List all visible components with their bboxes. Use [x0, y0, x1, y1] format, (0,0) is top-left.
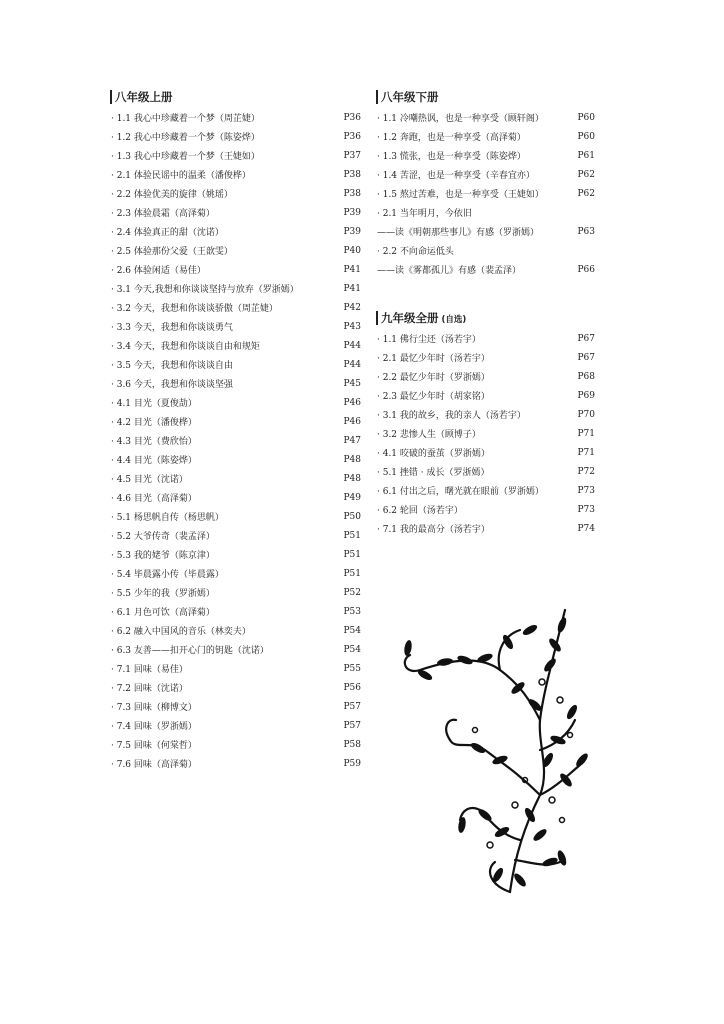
heading-text: 九年级全册: [381, 311, 439, 325]
section-heading-grade8-vol2: 八年级下册: [376, 90, 595, 104]
toc-entry: [111, 488, 361, 507]
toc-entry-title: · 3.3 今天，我想和你谈谈勇气: [111, 323, 233, 333]
toc-entry-title: · 7.6 回味（高泽菊）: [111, 760, 197, 770]
toc-entry: [111, 412, 361, 431]
toc-entry-page: P68: [577, 371, 595, 382]
toc-entry: [377, 386, 595, 405]
toc-entry-page: P60: [577, 112, 595, 123]
section-heading-grade9: [376, 311, 595, 325]
toc-entry-page: P44: [343, 359, 361, 370]
toc-entry: [377, 184, 595, 203]
toc-entry-page: P53: [343, 606, 361, 617]
toc-entry-page: P51: [343, 549, 361, 560]
toc-entry-title: · 1.1 冷嘲热讽，也是一种享受（顾轩阁）: [377, 114, 544, 124]
toc-entry: [111, 336, 361, 355]
toc-entry: [377, 500, 595, 519]
toc-entry: [377, 481, 595, 500]
toc-entry: [111, 678, 361, 697]
toc-column-left: [111, 90, 361, 773]
toc-entry-page: P62: [577, 188, 595, 199]
toc-entry: [111, 583, 361, 602]
toc-entry-page: P71: [577, 447, 595, 458]
toc-entry: [111, 222, 361, 241]
toc-entry-page: P41: [343, 264, 361, 275]
toc-entry-page: P39: [343, 226, 361, 237]
toc-entry-title: · 2.3 体验晨霜（高泽菊）: [111, 209, 215, 219]
toc-entry: [377, 241, 595, 260]
toc-entry: [111, 507, 361, 526]
toc-entry-page: P67: [577, 352, 595, 363]
toc-entry-title: · 4.5 目光（沈诺）: [111, 475, 188, 485]
toc-entry: [111, 469, 361, 488]
toc-entry-page: P73: [577, 485, 595, 496]
toc-column-right: [377, 90, 595, 538]
toc-entry-page: P44: [343, 340, 361, 351]
toc-entry: [111, 146, 361, 165]
toc-entry-title: · 2.1 最忆少年时（汤若宇）: [377, 354, 490, 364]
toc-entry: [111, 640, 361, 659]
toc-entry-title: · 4.1 咬破的蚕茧（罗浙嫣）: [377, 449, 490, 459]
toc-entry: [377, 519, 595, 538]
toc-entry: [111, 659, 361, 678]
toc-entry: [111, 298, 361, 317]
toc-entry-page: P67: [577, 333, 595, 344]
toc-entry-title: · 6.3 友善——扣开心门的钥匙（沈诺）: [111, 646, 269, 656]
toc-entry: [111, 697, 361, 716]
toc-entry-page: P51: [343, 530, 361, 541]
toc-entry-title: · 3.4 今天，我想和你谈谈自由和规矩: [111, 342, 260, 352]
toc-entry: [377, 222, 595, 241]
section-grade9: [377, 311, 595, 538]
toc-entry-title: · 4.6 目光（高泽菊）: [111, 494, 197, 504]
toc-entry: [377, 329, 595, 348]
toc-entry: [111, 564, 361, 583]
toc-entry-title: · 1.2 我心中珍藏着一个梦（陈姿烨）: [111, 133, 260, 143]
toc-entry-page: P61: [577, 150, 595, 161]
toc-entry-page: P48: [343, 454, 361, 465]
toc-entry-page: P50: [343, 511, 361, 522]
toc-entry-title: · 3.1 我的故乡，我的亲人（汤若宇）: [377, 411, 526, 421]
toc-entry-page: P41: [343, 283, 361, 294]
toc-entry-title: · 6.1 月色可饮（高泽菊）: [111, 608, 215, 618]
toc-entry-page: P73: [577, 504, 595, 515]
toc-entry: [111, 317, 361, 336]
toc-entry: [111, 108, 361, 127]
toc-entry-page: P70: [577, 409, 595, 420]
toc-entry-title: · 2.2 不向命运低头: [377, 247, 454, 257]
toc-entry: [111, 184, 361, 203]
toc-entry: [377, 405, 595, 424]
toc-entry-page: P54: [343, 625, 361, 636]
toc-entry-page: P51: [343, 568, 361, 579]
toc-entry-page: P47: [343, 435, 361, 446]
toc-entry: [377, 424, 595, 443]
toc-entry-title: · 2.6 体验闲适（易佳）: [111, 266, 206, 276]
toc-entry-page: P55: [343, 663, 361, 674]
toc-entry: [111, 602, 361, 621]
toc-entry: [111, 279, 361, 298]
toc-entry-title: · 7.2 回味（沈诺）: [111, 684, 188, 694]
toc-entry-title: · 6.2 融入中国风的音乐（林奕夫）: [111, 627, 251, 637]
toc-entry-title: ——读《明朝那些事儿》有感（罗浙嫣）: [377, 228, 540, 238]
toc-entry-title: · 5.4 毕晨露小传（毕晨露）: [111, 570, 224, 580]
toc-entry-page: P58: [343, 739, 361, 750]
toc-entry-title: · 5.2 大爷传奇（裴孟泽）: [111, 532, 215, 542]
toc-entry: [377, 260, 595, 279]
toc-entry-title: · 1.5 熬过苦难，也是一种享受（王婕如）: [377, 190, 544, 200]
toc-entry-page: P36: [343, 112, 361, 123]
toc-entry-title: · 7.5 回味（何棠哲）: [111, 741, 197, 751]
toc-entry-title: · 3.6 今天，我想和你谈谈坚强: [111, 380, 233, 390]
toc-entry: [111, 203, 361, 222]
toc-entry-page: P36: [343, 131, 361, 142]
toc-entry-title: · 5.1 挫错 · 成长（罗浙嫣）: [377, 468, 490, 478]
toc-entry-title: · 4.1 目光（夏俊劼）: [111, 399, 197, 409]
toc-entry-title: · 2.2 体验优美的旋律（姚瑶）: [111, 190, 233, 200]
toc-entry-title: · 3.5 今天，我想和你谈谈自由: [111, 361, 233, 371]
toc-entry-title: · 7.1 回味（易佳）: [111, 665, 188, 675]
toc-entry-title: ——读《雾都孤儿》有感（裴孟泽）: [377, 266, 522, 276]
toc-entry: [377, 348, 595, 367]
toc-entry-page: P66: [577, 264, 595, 275]
toc-entry: [111, 621, 361, 640]
toc-entry-title: · 3.2 今天，我想和你谈谈骄傲（周芷婕）: [111, 304, 278, 314]
toc-entry-page: P38: [343, 188, 361, 199]
toc-entry-title: · 1.4 苦涩，也是一种享受（辛春宜亦）: [377, 171, 535, 181]
toc-entry: [111, 716, 361, 735]
toc-entry-page: P46: [343, 416, 361, 427]
toc-entry: [377, 462, 595, 481]
toc-entry-page: P69: [577, 390, 595, 401]
toc-entry-page: P40: [343, 245, 361, 256]
toc-entry-page: P74: [577, 523, 595, 534]
toc-entry-page: P38: [343, 169, 361, 180]
toc-entry-title: · 5.3 我的姥爷（陈京津）: [111, 551, 215, 561]
toc-entry-title: · 1.3 慌张，也是一种享受（陈姿烨）: [377, 152, 526, 162]
toc-entry-title: · 3.2 悲惨人生（顾博子）: [377, 430, 481, 440]
toc-entry: [377, 367, 595, 386]
toc-entry-title: · 1.2 奔跑，也是一种享受（高泽菊）: [377, 133, 526, 143]
toc-entry-title: · 2.5 体验那份父爱（王歆雯）: [111, 247, 233, 257]
toc-entry-title: · 6.2 轮回（汤若宇）: [377, 506, 463, 516]
toc-entry-title: · 1.3 我心中珍藏着一个梦（王婕如）: [111, 152, 260, 162]
toc-entry-page: P72: [577, 466, 595, 477]
toc-entry-title: · 4.4 目光（陈姿烨）: [111, 456, 197, 466]
toc-entry-page: P57: [343, 720, 361, 731]
toc-entry-page: P37: [343, 150, 361, 161]
toc-entry: [111, 545, 361, 564]
toc-entry-title: · 5.5 少年的我（罗浙嫣）: [111, 589, 215, 599]
toc-entry: [111, 393, 361, 412]
toc-entry: [111, 735, 361, 754]
toc-entry-page: P39: [343, 207, 361, 218]
toc-entry-page: P42: [343, 302, 361, 313]
toc-entry: [111, 355, 361, 374]
toc-entry-title: · 1.1 我心中珍藏着一个梦（周芷婕）: [111, 114, 260, 124]
toc-entry: [111, 526, 361, 545]
decorative-vine-illustration: [390, 600, 590, 895]
toc-entry: [377, 443, 595, 462]
toc-entry-page: P59: [343, 758, 361, 769]
toc-entry: [111, 241, 361, 260]
toc-entry-title: · 1.1 佛行尘还（汤若宇）: [377, 335, 481, 345]
toc-entry-page: P63: [577, 226, 595, 237]
toc-entry: [111, 260, 361, 279]
toc-entry-title: · 7.3 回味（柳博文）: [111, 703, 197, 713]
toc-entry: [111, 431, 361, 450]
toc-entry-page: P49: [343, 492, 361, 503]
toc-entry-page: P71: [577, 428, 595, 439]
toc-list: [377, 329, 595, 538]
toc-entry-page: P43: [343, 321, 361, 332]
toc-entry: [377, 146, 595, 165]
toc-entry-title: · 2.4 体验真正的甜（沈诺）: [111, 228, 224, 238]
toc-entry-page: P62: [577, 169, 595, 180]
toc-entry: [111, 127, 361, 146]
toc-entry: [111, 165, 361, 184]
toc-entry-page: P57: [343, 701, 361, 712]
toc-list: [111, 108, 361, 773]
toc-entry-page: P48: [343, 473, 361, 484]
toc-entry: [111, 374, 361, 393]
toc-entry: [377, 203, 595, 222]
toc-entry: [377, 108, 595, 127]
toc-entry-title: · 2.1 当年明月，今依旧: [377, 209, 472, 219]
toc-list: [377, 108, 595, 279]
toc-entry: [111, 450, 361, 469]
toc-entry-title: · 2.2 最忆少年时（罗浙嫣）: [377, 373, 490, 383]
toc-entry-title: · 2.3 最忆少年时（胡家铭）: [377, 392, 490, 402]
toc-entry-page: P46: [343, 397, 361, 408]
toc-entry: [111, 754, 361, 773]
toc-entry-page: P54: [343, 644, 361, 655]
toc-entry-title: · 4.3 目光（费欣怡）: [111, 437, 197, 447]
toc-entry-page: P45: [343, 378, 361, 389]
toc-entry-title: · 2.1 体验民谣中的温柔（潘俊桦）: [111, 171, 251, 181]
heading-note: (自选): [441, 315, 467, 325]
toc-entry-title: · 6.1 付出之后，曙光就在眼前（罗浙嫣）: [377, 487, 544, 497]
toc-entry-title: · 4.2 目光（潘俊桦）: [111, 418, 197, 428]
section-heading-grade8-vol1: 八年级上册: [110, 90, 361, 104]
toc-entry-title: · 5.1 杨思帆自传（杨思帆）: [111, 513, 224, 523]
toc-entry-title: · 3.1 今天,我想和你谈谈坚持与放弃（罗浙嫣）: [111, 285, 299, 295]
toc-entry-page: P60: [577, 131, 595, 142]
toc-entry-title: · 7.1 我的最高分（汤若宇）: [377, 525, 490, 535]
toc-entry: [377, 127, 595, 146]
toc-entry-title: · 7.4 回味（罗浙嫣）: [111, 722, 197, 732]
toc-entry-page: P56: [343, 682, 361, 693]
toc-entry: [377, 165, 595, 184]
toc-entry-page: P52: [343, 587, 361, 598]
